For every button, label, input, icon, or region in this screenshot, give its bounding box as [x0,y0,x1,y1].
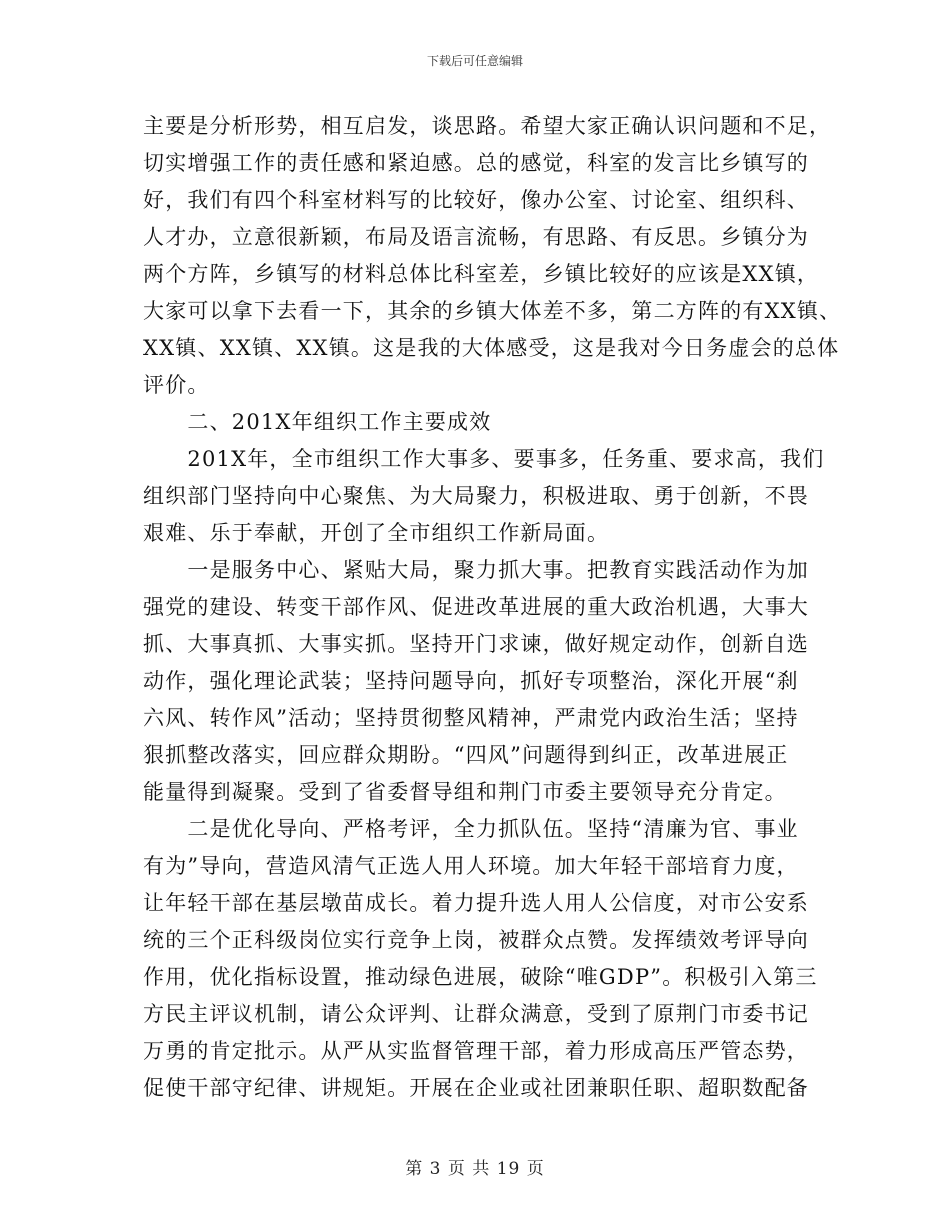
body-text-line: XX镇、XX镇、XX镇。这是我的大体感受，这是我对今日务虚会的总体 [143,336,840,360]
body-text-line: 狠抓整改落实，回应群众期盼。“四风”问题得到纠正，改革进展正 [143,743,789,767]
body-text-line: 方民主评议机制，请公众评判、让群众满意，受到了原荆门市委书记 [143,1002,809,1026]
document-body [143,108,842,1107]
body-text-line: 万勇的肯定批示。从严从实监督管理干部，着力形成高压严管态势， [143,1039,809,1063]
body-text-line: 人才办，立意很新颖，布局及语言流畅，有思路、有反思。乡镇分为 [143,225,809,249]
body-text-line: 作用，优化指标设置，推动绿色进展，破除“唯GDP”。积极引入第三 [143,965,818,989]
body-text-line: 艰难、乐于奉献，开创了全市组织工作新局面。 [143,521,610,545]
body-text-line: 评价。 [143,373,210,397]
page-header-note: 下载后可任意编辑 [426,54,523,68]
body-text-line: 二、201X年组织工作主要成效 [143,410,492,434]
body-text-line: 201X年，全市组织工作大事多、要事多，任务重、要求高，我们 [143,447,825,471]
body-text-line: 动作，强化理论武装；坚持问题导向，抓好专项整治，深化开展“刹 [143,669,799,693]
page-number: 第 3 页 共 19 页 [405,1159,545,1179]
body-text-line: 促使干部守纪律、讲规矩。开展在企业或社团兼职任职、超职数配备 [143,1076,809,1100]
body-text-line: 二是优化导向、严格考评，全力抓队伍。坚持“清廉为官、事业 [143,817,799,841]
body-text-line: 好，我们有四个科室材料写的比较好，像办公室、讨论室、组织科、 [143,188,809,212]
body-text-line: 强党的建设、转变干部作风、促进改革进展的重大政治机遇，大事大 [143,595,809,619]
body-text-line: 大家可以拿下去看一下，其余的乡镇大体差不多，第二方阵的有XX镇、 [143,299,842,323]
body-text-line: 组织部门坚持向中心聚焦、为大局聚力，积极进取、勇于创新，不畏 [143,484,809,508]
body-text-line: 让年轻干部在基层墩苗成长。着力提升选人用人公信度，对市公安系 [143,891,809,915]
body-text-line: 统的三个正科级岗位实行竞争上岗，被群众点赞。发挥绩效考评导向 [143,928,809,952]
body-text-line: 六风、转作风”活动；坚持贯彻整风精神，严肃党内政治生活；坚持 [143,706,799,730]
body-text-line: 切实增强工作的责任感和紧迫感。总的感觉，科室的发言比乡镇写的 [143,151,809,175]
body-text-line: 主要是分析形势，相互启发，谈思路。希望大家正确认识问题和不足， [143,114,832,138]
body-text-line: 一是服务中心、紧贴大局，聚力抓大事。把教育实践活动作为加 [143,558,809,582]
body-text-line: 能量得到凝聚。受到了省委督导组和荆门市委主要领导充分肯定。 [143,780,787,804]
body-text-line: 抓、大事真抓、大事实抓。坚持开门求谏，做好规定动作，创新自选 [143,632,809,656]
body-text-line: 有为”导向，营造风清气正选人用人环境。加大年轻干部培育力度， [143,854,799,878]
body-text-line: 两个方阵，乡镇写的材料总体比科室差，乡镇比较好的应该是XX镇， [143,262,820,286]
